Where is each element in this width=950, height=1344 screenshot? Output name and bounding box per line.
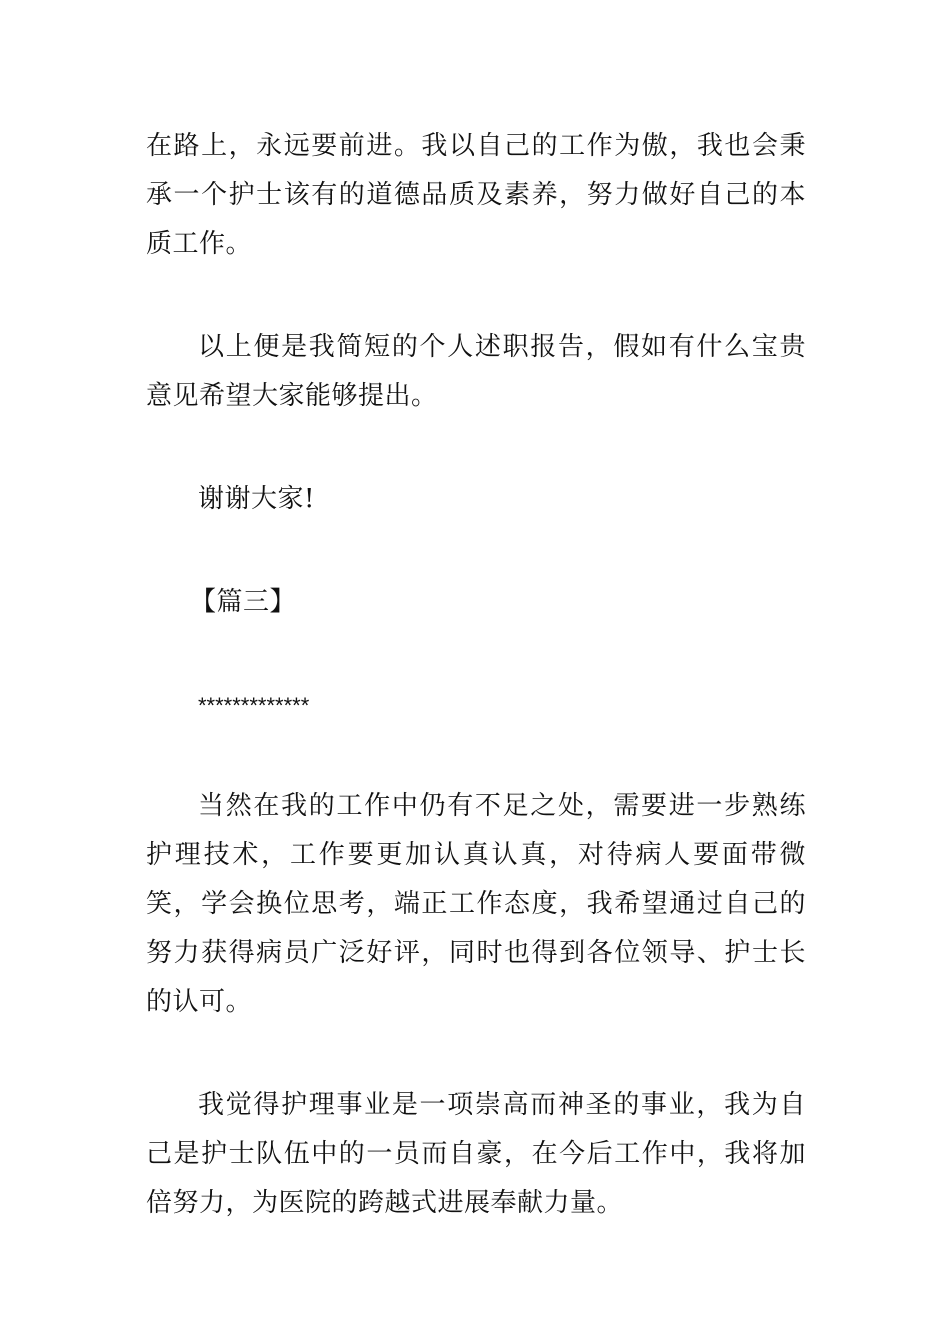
paragraph-shortcomings: 当然在我的工作中仍有不足之处，需要进一步熟练护理技术，工作要更加认真认真，对待病人要面带微笑，学会换位思考，端正工作态度，我希望通过自己的努力获得病员广泛好评，同时也得到各位领导、护士长的认可。 [146,791,806,1017]
paragraph-closing-remark: 以上便是我简短的个人述职报告，假如有什么宝贵意见希望大家能够提出。 [146,332,806,411]
section-heading: 【篇三】 [190,587,297,617]
separator-stars: ************* [198,693,310,718]
paragraph-career-commitment: 我觉得护理事业是一项崇高而神圣的事业，我为自己是护士队伍中的一员而自豪，在今后工作中，我将加倍努力，为医院的跨越式进展奉献力量。 [146,1090,806,1218]
paragraph-continuation: 在路上，永远要前进。我以自己的工作为傲，我也会秉承一个护士该有的道德品质及素养，努力做好自己的本质工作。 [146,131,806,259]
paragraph-thanks: 谢谢大家! [198,484,315,514]
document-body [146,122,806,1282]
